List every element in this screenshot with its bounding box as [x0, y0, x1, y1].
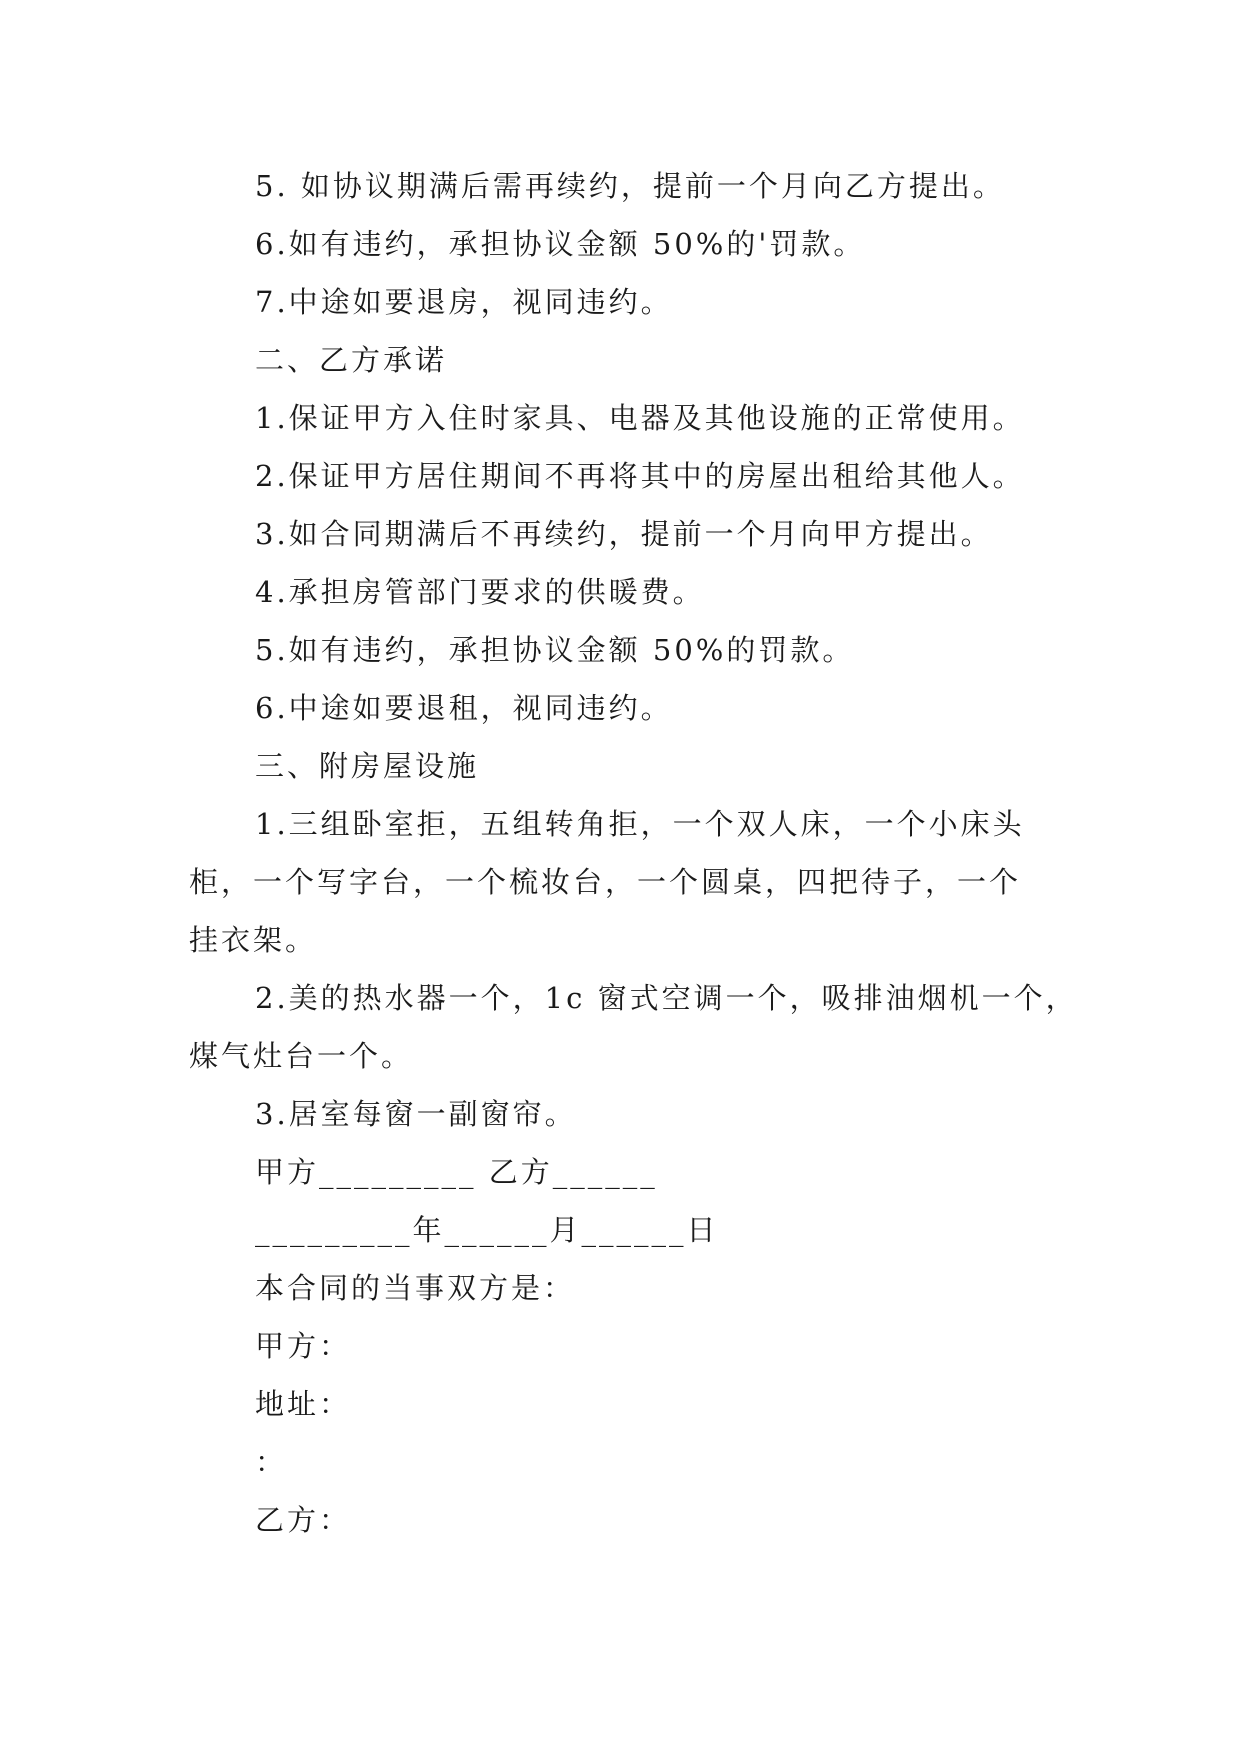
facility-1-line-2: 柜，一个写字台，一个梳妆台，一个圆桌，四把待子，一个	[189, 865, 1022, 899]
clause-b2: 2.保证甲方居住期间不再将其中的房屋出租给其他人。	[255, 459, 1025, 493]
party-b-label: 乙方：	[255, 1503, 352, 1537]
clause-b5: 5.如有违约，承担协议金额 50%的罚款。	[255, 633, 855, 667]
parties-intro: 本合同的当事双方是：	[255, 1271, 576, 1305]
clause-a5: 5. 如协议期满后需再续约，提前一个月向乙方提出。	[255, 169, 1005, 203]
date-line: _________年______月______日	[255, 1213, 719, 1247]
address-label: 地址：	[255, 1387, 352, 1421]
clause-b3: 3.如合同期满后不再续约，提前一个月向甲方提出。	[255, 517, 993, 551]
facility-1-line-1: 1.三组卧室拒，五组转角拒，一个双人床，一个小床头	[255, 807, 1025, 841]
facility-2-line-2: 煤气灶台一个。	[189, 1039, 414, 1073]
clause-b1: 1.保证甲方入住时家具、电器及其他设施的正常使用。	[255, 401, 1025, 435]
facility-3: 3.居室每窗一副窗帘。	[255, 1097, 577, 1131]
clause-a7: 7.中途如要退房，视同违约。	[255, 285, 673, 319]
clause-a6: 6.如有违约，承担协议金额 50%的'罚款。	[255, 227, 866, 261]
facility-2-line-1: 2.美的热水器一个，1c 窗式空调一个，吸排油烟机一个，	[255, 981, 1078, 1015]
blank-label: ：	[255, 1445, 288, 1479]
facility-1-line-3: 挂衣架。	[189, 923, 318, 957]
section-heading-2: 二、乙方承诺	[255, 343, 448, 377]
clause-b6: 6.中途如要退租，视同违约。	[255, 691, 673, 725]
party-a-label: 甲方：	[255, 1329, 352, 1363]
signature-line: 甲方_________ 乙方______	[255, 1155, 658, 1189]
clause-b4: 4.承担房管部门要求的供暖费。	[255, 575, 705, 609]
section-heading-3: 三、附房屋设施	[255, 749, 480, 783]
